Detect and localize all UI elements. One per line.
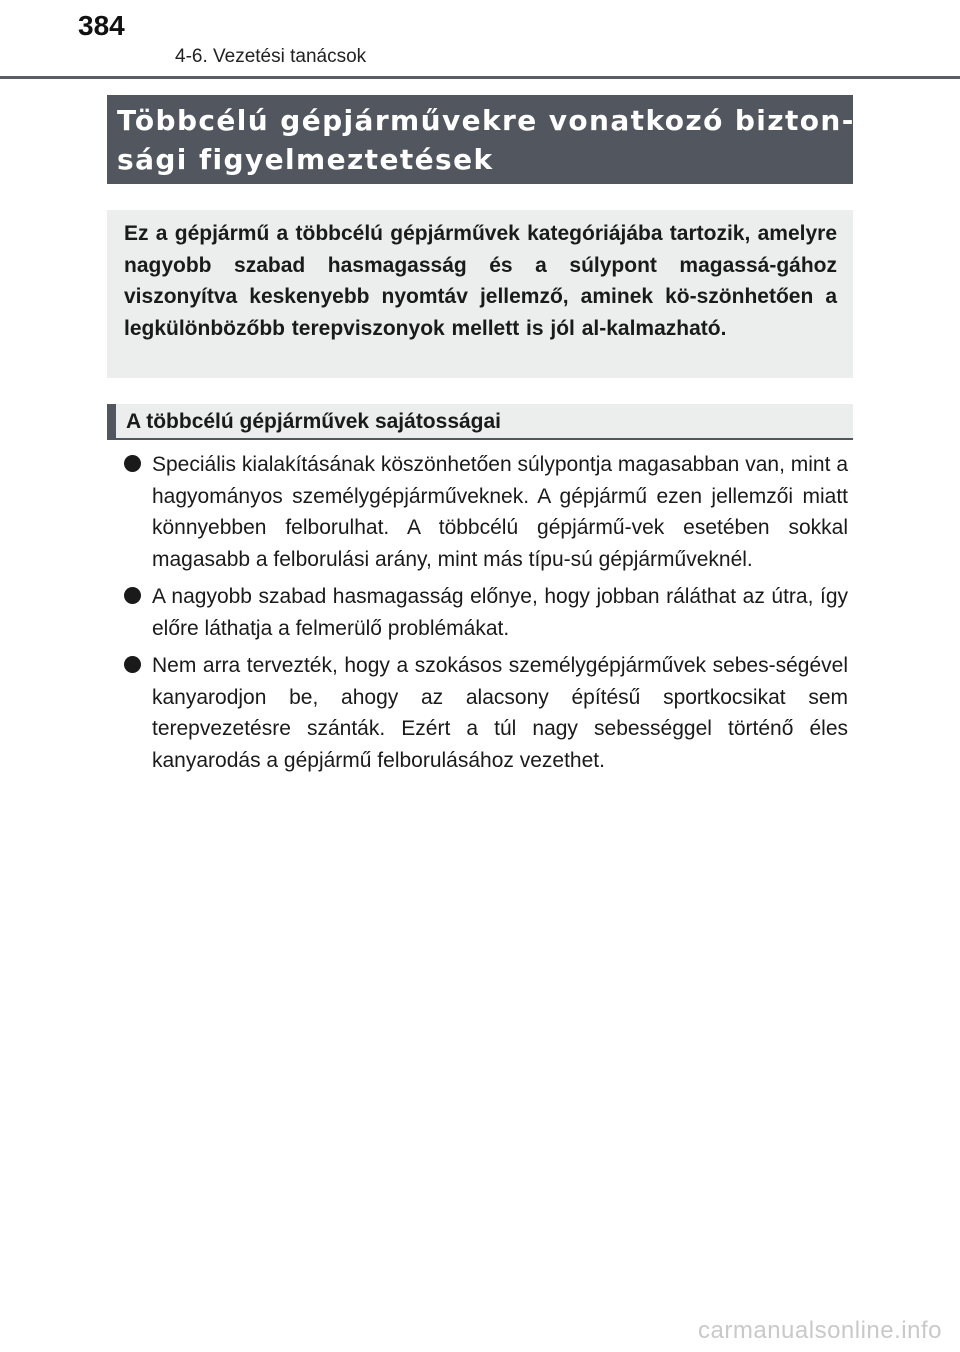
- header-rule: [0, 76, 960, 79]
- subheading-box: [107, 404, 853, 440]
- bullet-dot-icon: [124, 455, 141, 472]
- bullet-dot-icon: [124, 587, 141, 604]
- title-box: [107, 95, 853, 184]
- watermark: carmanualsonline.info: [698, 1317, 942, 1344]
- page-title-line: Többcélú gépjárművekre vonatkozó bizton-: [117, 104, 855, 137]
- section-title: 4-6. Vezetési tanácsok: [175, 46, 367, 67]
- list-item-text: A nagyobb szabad hasmagasság előnye, hogy jobban ráláthat az útra, így előre láthatja a felmerülő problémákat.: [152, 585, 848, 640]
- page-title: [117, 101, 855, 179]
- list-item: [124, 650, 848, 776]
- list-item-text: Nem arra tervezték, hogy a szokásos személygépjárművek sebes-ségével kanyarodjon be, ahogy az alacsony építésű sportkocsikat sem terepvezetésre szánták. Ezért a túl nagy sebességgel történő éles kanyarodás a gépjármű felborulásához vezethet.: [152, 654, 848, 772]
- list-item: [124, 449, 848, 575]
- intro-box: [107, 210, 853, 378]
- bullet-list: [124, 449, 848, 782]
- intro-text: Ez a gépjármű a többcélú gépjárművek kategóriájába tartozik, amelyre nagyobb szabad hasmagasság és a súlypont magassá-gához viszonyítva keskenyebb nyomtáv jellemző, aminek kö-szönhetően a legkülönbözőbb terepviszonyok mellett is jól al-kalmazható.: [124, 222, 837, 340]
- page-title-line: sági figyelmeztetések: [117, 143, 494, 176]
- list-item-text: Speciális kialakításának köszönhetően súlypontja magasabban van, mint a hagyományos személygépjárműveknek. A gépjármű ezen jellemzői miatt könnyebben felborulhat. A többcélú gépjármű-vek esetében sokkal magasabb a felborulási arány, mint más típu-sú gépjárműveknél.: [152, 453, 848, 571]
- subheading: A többcélú gépjárművek sajátosságai: [126, 410, 502, 433]
- bullet-dot-icon: [124, 656, 141, 673]
- list-item: [124, 581, 848, 644]
- page-number: 384: [78, 10, 125, 41]
